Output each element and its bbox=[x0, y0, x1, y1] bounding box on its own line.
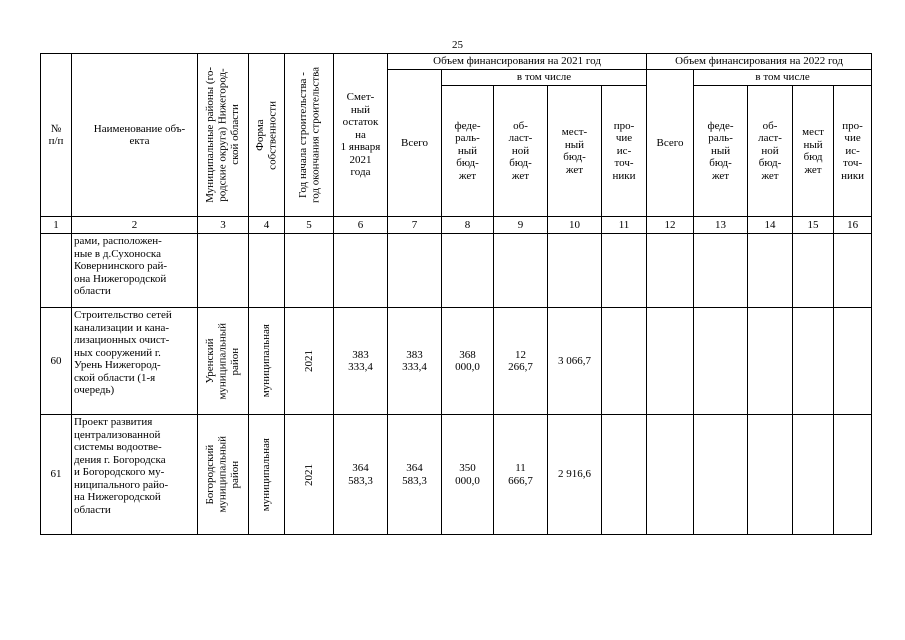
row-federal-2022 bbox=[694, 234, 748, 308]
header-years-text: Год начала строительства - год окончания строительства bbox=[296, 67, 321, 203]
row-regional-2022 bbox=[748, 308, 793, 415]
row-num: 61 bbox=[41, 415, 72, 535]
header-in-total-2021: в том числе bbox=[442, 70, 647, 86]
row-regional-2021: 11 666,7 bbox=[494, 415, 548, 535]
header-total-2021: Всего bbox=[388, 70, 442, 217]
row-federal-2021 bbox=[442, 234, 494, 308]
header-municipal bbox=[198, 54, 249, 217]
row-municipal bbox=[198, 308, 249, 415]
row-local-2022 bbox=[793, 308, 834, 415]
row-other-2021 bbox=[602, 415, 647, 535]
row-other-2021 bbox=[602, 234, 647, 308]
row-other-2021 bbox=[602, 308, 647, 415]
header-num: № п/п bbox=[41, 54, 72, 217]
row-other-2022 bbox=[834, 234, 872, 308]
header-local-2022: мест ный бюд жет bbox=[793, 86, 834, 217]
header-ownership bbox=[249, 54, 285, 217]
row-local-2021 bbox=[548, 234, 602, 308]
row-estimate bbox=[334, 234, 388, 308]
row-municipal bbox=[198, 415, 249, 535]
row-ownership-text: муниципальная bbox=[260, 437, 273, 512]
column-number: 7 bbox=[388, 217, 442, 234]
header-name: Наименование объ- екта bbox=[72, 54, 198, 217]
row-estimate: 364 583,3 bbox=[334, 415, 388, 535]
row-total-2022 bbox=[647, 234, 694, 308]
column-number: 10 bbox=[548, 217, 602, 234]
row-total-2021: 383 333,4 bbox=[388, 308, 442, 415]
row-object-name: рами, расположен- ные в д.Сухоноска Ковернинского рай- она Нижегородской области bbox=[72, 234, 198, 308]
row-total-2022 bbox=[647, 415, 694, 535]
header-in-total-2022: в том числе bbox=[694, 70, 872, 86]
header-federal-2022: феде- раль- ный бюд- жет bbox=[694, 86, 748, 217]
row-federal-2021: 368 000,0 bbox=[442, 308, 494, 415]
column-number: 15 bbox=[793, 217, 834, 234]
row-municipal-text: Уренский муниципальный район bbox=[204, 322, 242, 400]
row-year-text: 2021 bbox=[302, 463, 315, 486]
column-number: 2 bbox=[72, 217, 198, 234]
header-ownership-text: Форма собственности bbox=[254, 100, 279, 170]
column-number: 14 bbox=[748, 217, 793, 234]
row-total-2022 bbox=[647, 308, 694, 415]
row-object-name: Проект развития централизованной системы водоотве- дения г. Богородска и Богородского му- ниципального райо- на Нижегородской области bbox=[72, 415, 198, 535]
row-ownership-text: муниципальная bbox=[260, 324, 273, 398]
column-number: 12 bbox=[647, 217, 694, 234]
row-ownership bbox=[249, 415, 285, 535]
row-local-2021: 2 916,6 bbox=[548, 415, 602, 535]
row-year bbox=[285, 308, 334, 415]
row-year bbox=[285, 234, 334, 308]
row-federal-2021: 350 000,0 bbox=[442, 415, 494, 535]
column-number: 1 bbox=[41, 217, 72, 234]
row-municipal bbox=[198, 234, 249, 308]
row-local-2022 bbox=[793, 415, 834, 535]
row-municipal-text: Богородский муниципальный район bbox=[204, 436, 242, 513]
row-regional-2021: 12 266,7 bbox=[494, 308, 548, 415]
header-regional-2022: об- ласт- ной бюд- жет bbox=[748, 86, 793, 217]
column-number: 13 bbox=[694, 217, 748, 234]
row-local-2022 bbox=[793, 234, 834, 308]
column-number: 5 bbox=[285, 217, 334, 234]
table-row bbox=[41, 234, 872, 308]
row-federal-2022 bbox=[694, 415, 748, 535]
row-num: 60 bbox=[41, 308, 72, 415]
table-row bbox=[41, 415, 872, 535]
row-federal-2022 bbox=[694, 308, 748, 415]
column-number: 16 bbox=[834, 217, 872, 234]
header-group-2022: Объем финансирования на 2022 год bbox=[647, 54, 872, 70]
table-row bbox=[41, 308, 872, 415]
row-year-text: 2021 bbox=[302, 350, 315, 372]
column-number: 9 bbox=[494, 217, 548, 234]
column-number: 3 bbox=[198, 217, 249, 234]
header-estimate: Смет- ный остаток на 1 января 2021 года bbox=[334, 54, 388, 217]
row-ownership bbox=[249, 308, 285, 415]
row-total-2021: 364 583,3 bbox=[388, 415, 442, 535]
financing-table bbox=[40, 53, 872, 535]
row-regional-2022 bbox=[748, 415, 793, 535]
column-number: 6 bbox=[334, 217, 388, 234]
header-federal-2021: феде- раль- ный бюд- жет bbox=[442, 86, 494, 217]
row-total-2021 bbox=[388, 234, 442, 308]
column-number: 8 bbox=[442, 217, 494, 234]
header-regional-2021: об- ласт- ной бюд- жет bbox=[494, 86, 548, 217]
row-other-2022 bbox=[834, 415, 872, 535]
column-number: 11 bbox=[602, 217, 647, 234]
row-num bbox=[41, 234, 72, 308]
page-number: 25 bbox=[452, 39, 463, 51]
column-number-row bbox=[41, 217, 872, 234]
header-row-1 bbox=[41, 54, 872, 70]
row-local-2021: 3 066,7 bbox=[548, 308, 602, 415]
header-total-2022: Всего bbox=[647, 70, 694, 217]
header-other-2022: про- чие ис- точ- ники bbox=[834, 86, 872, 217]
row-other-2022 bbox=[834, 308, 872, 415]
header-other-2021: про- чие ис- точ- ники bbox=[602, 86, 647, 217]
row-regional-2021 bbox=[494, 234, 548, 308]
header-years bbox=[285, 54, 334, 217]
header-municipal-text: Муниципальные районы (го- родские округа) Нижегород- ской области bbox=[204, 67, 242, 203]
row-regional-2022 bbox=[748, 234, 793, 308]
row-ownership bbox=[249, 234, 285, 308]
row-year bbox=[285, 415, 334, 535]
header-group-2021: Объем финансирования на 2021 год bbox=[388, 54, 647, 70]
row-estimate: 383 333,4 bbox=[334, 308, 388, 415]
header-local-2021: мест- ный бюд- жет bbox=[548, 86, 602, 217]
row-object-name: Строительство сетей канализации и кана- лизационных очист- ных сооружений г. Урень Нижегород- ской области (1-я очередь) bbox=[72, 308, 198, 415]
column-number: 4 bbox=[249, 217, 285, 234]
